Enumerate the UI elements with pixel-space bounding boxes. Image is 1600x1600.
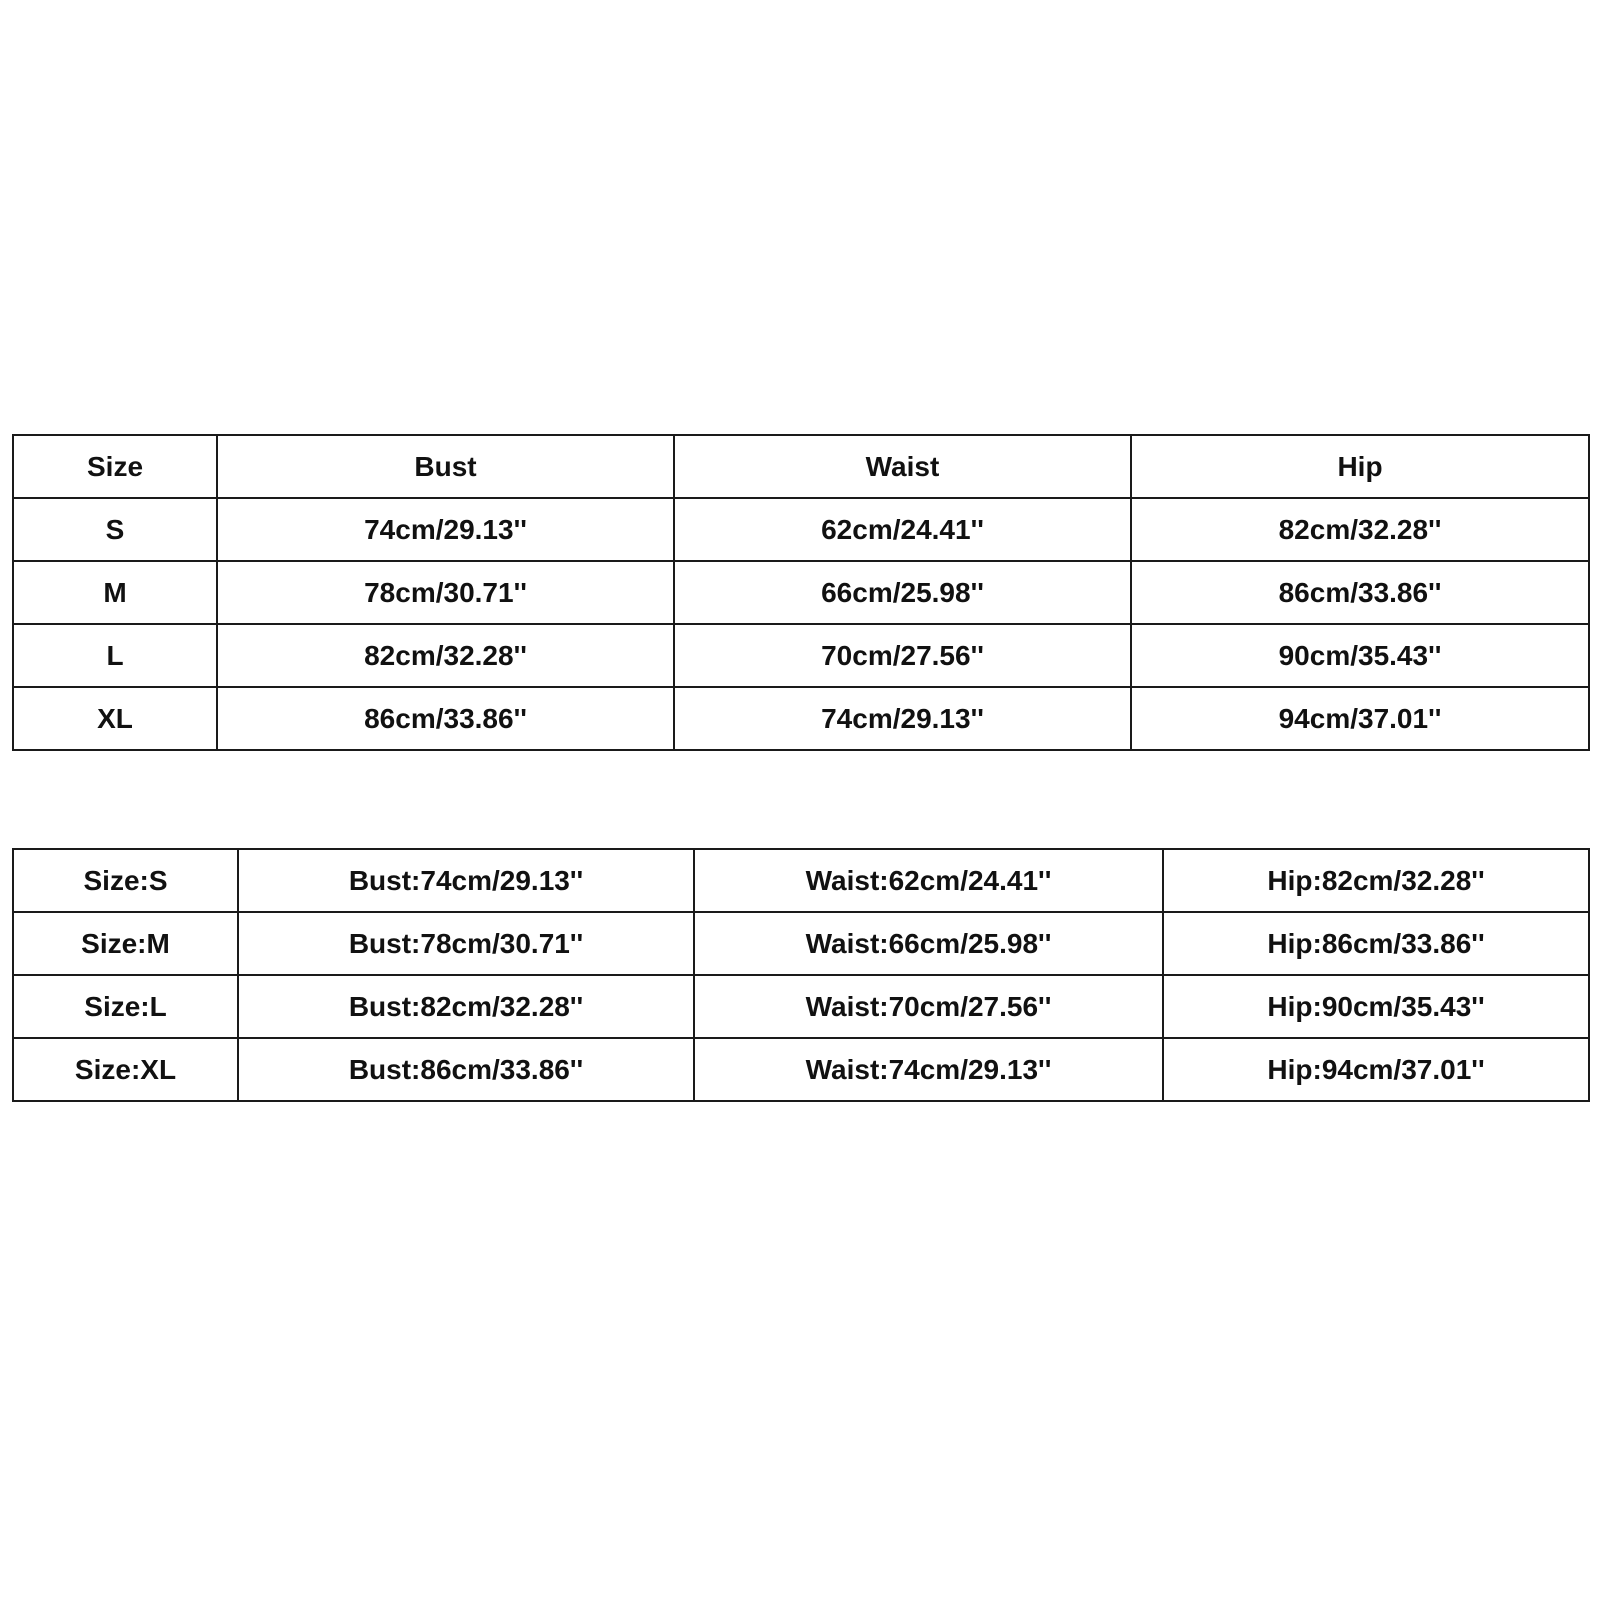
header-bust: Bust: [217, 435, 674, 498]
bust-cell: 74cm/29.13'': [217, 498, 674, 561]
hip-cell: 90cm/35.43'': [1131, 624, 1589, 687]
hip-cell: 82cm/32.28'': [1131, 498, 1589, 561]
bust-cell: Bust:74cm/29.13'': [238, 849, 694, 912]
table-row: [13, 498, 1589, 561]
bust-cell: 82cm/32.28'': [217, 624, 674, 687]
bust-cell: 86cm/33.86'': [217, 687, 674, 750]
hip-cell: Hip:82cm/32.28'': [1163, 849, 1589, 912]
size-cell: Size:L: [13, 975, 238, 1038]
table-header-row: [13, 435, 1589, 498]
hip-cell: Hip:86cm/33.86'': [1163, 912, 1589, 975]
waist-cell: 74cm/29.13'': [674, 687, 1131, 750]
table-row: [13, 912, 1589, 975]
table-row: [13, 561, 1589, 624]
table-row: [13, 849, 1589, 912]
size-chart-table: [12, 434, 1590, 751]
size-cell: Size:S: [13, 849, 238, 912]
waist-cell: Waist:74cm/29.13'': [694, 1038, 1163, 1101]
waist-cell: Waist:62cm/24.41'': [694, 849, 1163, 912]
bust-cell: Bust:78cm/30.71'': [238, 912, 694, 975]
hip-cell: 94cm/37.01'': [1131, 687, 1589, 750]
waist-cell: 62cm/24.41'': [674, 498, 1131, 561]
header-size: Size: [13, 435, 217, 498]
size-cell: L: [13, 624, 217, 687]
bust-cell: 78cm/30.71'': [217, 561, 674, 624]
size-cell: XL: [13, 687, 217, 750]
header-hip: Hip: [1131, 435, 1589, 498]
waist-cell: Waist:66cm/25.98'': [694, 912, 1163, 975]
hip-cell: 86cm/33.86'': [1131, 561, 1589, 624]
table-row: [13, 687, 1589, 750]
hip-cell: Hip:90cm/35.43'': [1163, 975, 1589, 1038]
header-waist: Waist: [674, 435, 1131, 498]
size-cell: S: [13, 498, 217, 561]
waist-cell: Waist:70cm/27.56'': [694, 975, 1163, 1038]
size-cell: Size:XL: [13, 1038, 238, 1101]
labeled-size-chart-table: [12, 848, 1590, 1102]
table-row: [13, 975, 1589, 1038]
waist-cell: 66cm/25.98'': [674, 561, 1131, 624]
table-row: [13, 624, 1589, 687]
hip-cell: Hip:94cm/37.01'': [1163, 1038, 1589, 1101]
size-cell: Size:M: [13, 912, 238, 975]
table-row: [13, 1038, 1589, 1101]
size-cell: M: [13, 561, 217, 624]
bust-cell: Bust:86cm/33.86'': [238, 1038, 694, 1101]
waist-cell: 70cm/27.56'': [674, 624, 1131, 687]
bust-cell: Bust:82cm/32.28'': [238, 975, 694, 1038]
